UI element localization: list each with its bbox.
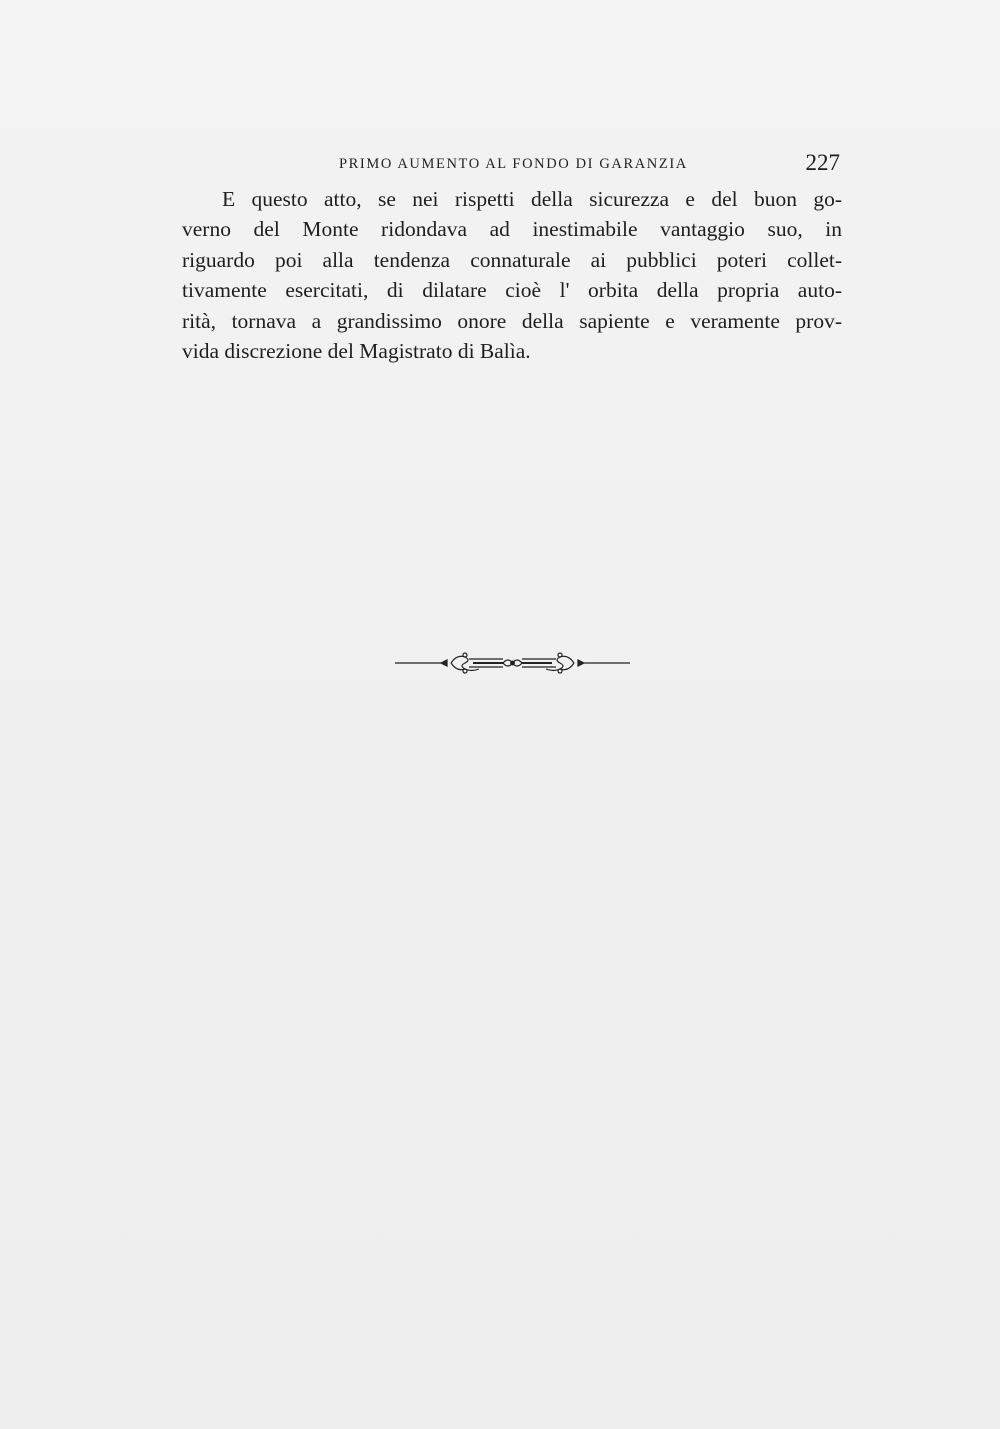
- fleuron-divider-icon: [395, 650, 630, 676]
- text-line: rità, tornava a grandissimo onore della sapiente e veramente prov-: [182, 308, 842, 333]
- text-line: E questo atto, se nei rispetti della sicurezza e del buon go-: [222, 187, 842, 211]
- running-head: [182, 150, 842, 184]
- text-line: tivamente esercitati, di dilatare cioè l' orbita della propria auto-: [182, 278, 842, 303]
- text-line: verno del Monte ridondava ad inestimabile vantaggio suo, in: [182, 217, 842, 242]
- body-paragraph: [182, 184, 842, 366]
- text-line: riguardo poi alla tendenza connaturale ai pubblici poteri collet-: [182, 247, 842, 272]
- page-number: 227: [805, 150, 840, 175]
- running-title: PRIMO AUMENTO AL FONDO DI GARANZIA: [339, 156, 688, 172]
- text-line: vida discrezione del Magistrato di Balìa.: [182, 339, 531, 364]
